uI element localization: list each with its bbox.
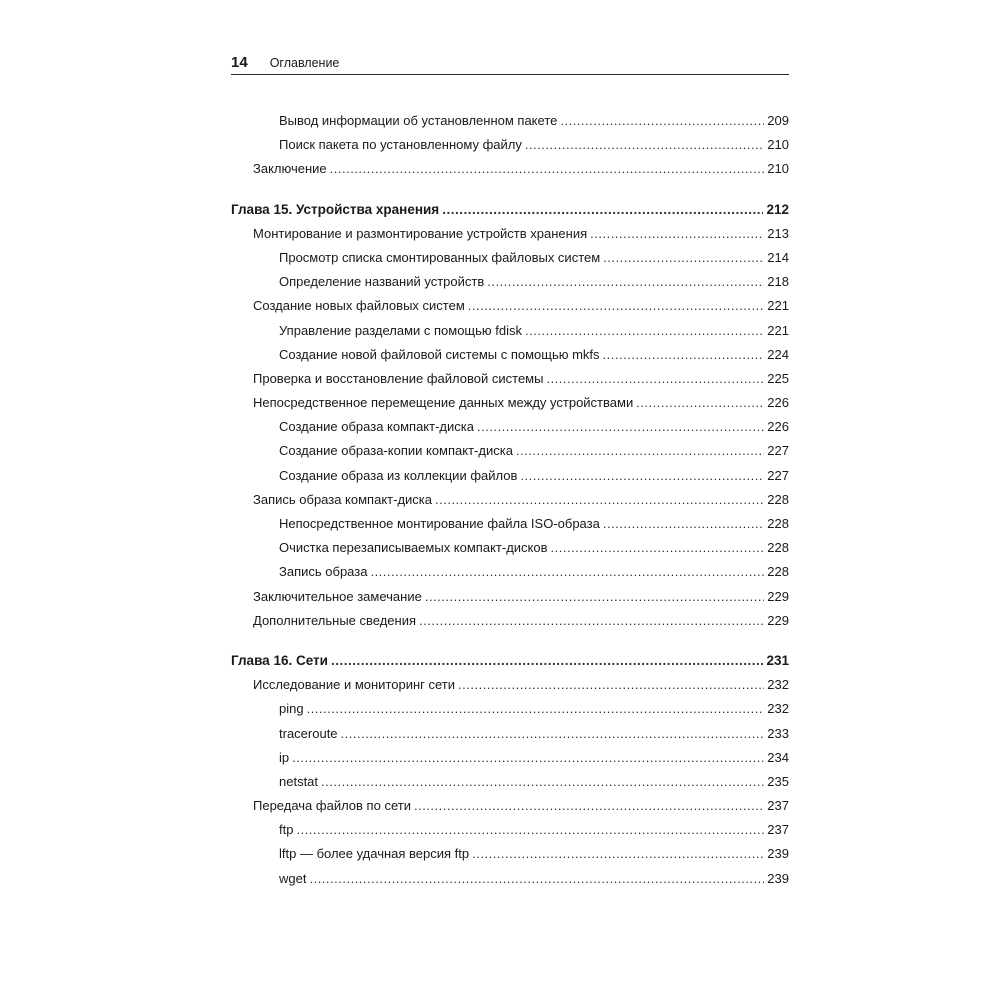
toc-entry-title: Очистка перезаписываемых компакт-дисков bbox=[279, 540, 548, 556]
toc-entry-title: Заключение bbox=[253, 161, 327, 177]
toc-entry-page: 239 bbox=[767, 870, 789, 886]
toc-entry bbox=[231, 109, 789, 133]
toc-entry-title: Создание образа из коллекции файлов bbox=[279, 467, 518, 483]
toc-entry-page: 209 bbox=[767, 113, 789, 128]
toc-entry-title: Вывод информации об установленном пакете bbox=[279, 113, 558, 128]
toc-entry bbox=[231, 770, 789, 794]
table-of-contents bbox=[231, 109, 789, 891]
toc-entry bbox=[231, 367, 789, 391]
toc-entry-page: 210 bbox=[767, 161, 789, 177]
running-title: Оглавление bbox=[269, 56, 340, 70]
dot-leader bbox=[331, 649, 764, 673]
dot-leader bbox=[472, 842, 764, 866]
toc-entry-title: Управление разделами с помощью fdisk bbox=[279, 322, 522, 338]
toc-entry-title: Проверка и восстановление файловой системы bbox=[253, 370, 544, 386]
toc-entry-page: 221 bbox=[767, 322, 789, 338]
toc-entry bbox=[231, 746, 789, 770]
toc-entry bbox=[231, 157, 789, 181]
toc-entry bbox=[231, 133, 789, 157]
dot-leader bbox=[330, 157, 765, 181]
dot-leader bbox=[477, 415, 764, 439]
toc-entry bbox=[231, 560, 789, 584]
toc-entry bbox=[231, 536, 789, 560]
toc-entry-title: Запись образа bbox=[279, 564, 368, 580]
toc-entry-page: 225 bbox=[767, 370, 789, 386]
toc-entry-title: ip bbox=[279, 749, 290, 765]
toc-entry-page: 226 bbox=[767, 395, 789, 411]
dot-leader bbox=[590, 222, 764, 246]
dot-leader bbox=[425, 585, 764, 609]
toc-entry bbox=[231, 818, 789, 842]
toc-entry bbox=[231, 464, 789, 488]
toc-entry bbox=[231, 794, 789, 818]
toc-entry-title: lftp — более удачная версия ftp bbox=[279, 846, 470, 862]
toc-entry-title: Непосредственное монтирование файла ISO-образа bbox=[279, 516, 600, 531]
toc-entry-page: 227 bbox=[767, 443, 789, 459]
toc-entry-title: Заключительное замечание bbox=[253, 588, 422, 604]
toc-entry-title: Непосредственное перемещение данных между устройствами bbox=[253, 395, 634, 411]
toc-entry bbox=[231, 439, 789, 463]
toc-entry-page: 228 bbox=[767, 540, 789, 556]
toc-entry-page: 237 bbox=[767, 798, 789, 814]
toc-entry-page: 232 bbox=[767, 677, 789, 693]
dot-leader bbox=[307, 697, 765, 721]
dot-leader bbox=[520, 464, 764, 488]
toc-entry-title: Определение названий устройств bbox=[279, 274, 485, 290]
dot-leader bbox=[414, 794, 764, 818]
toc-entry-title: Монтирование и размонтирование устройств хранения bbox=[253, 225, 588, 241]
toc-entry-page: 226 bbox=[767, 419, 789, 435]
dot-leader bbox=[468, 294, 765, 318]
toc-entry bbox=[231, 222, 789, 246]
toc-entry bbox=[231, 415, 789, 439]
toc-chapter-entry bbox=[231, 198, 789, 222]
toc-entry-title: traceroute bbox=[279, 725, 338, 741]
toc-entry bbox=[231, 609, 789, 633]
toc-entry-title: ftp bbox=[279, 822, 294, 838]
page-header bbox=[231, 52, 789, 75]
toc-entry-page: 213 bbox=[767, 225, 789, 241]
dot-leader bbox=[321, 770, 764, 794]
toc-entry-page: 239 bbox=[767, 846, 789, 862]
dot-leader bbox=[487, 270, 764, 294]
dot-leader bbox=[636, 391, 764, 415]
toc-entry-page: 224 bbox=[767, 346, 789, 362]
toc-entry-title: Создание образа-копии компакт-диска bbox=[279, 443, 513, 459]
dot-leader bbox=[296, 818, 764, 842]
toc-entry-title: Создание новой файловой системы с помощью mkfs bbox=[279, 346, 600, 362]
toc-entry-page: 210 bbox=[767, 137, 789, 153]
toc-entry bbox=[231, 270, 789, 294]
dot-leader bbox=[458, 673, 764, 697]
toc-entry-page: 228 bbox=[767, 516, 789, 531]
toc-entry bbox=[231, 697, 789, 721]
toc-entry-page: 228 bbox=[767, 491, 789, 507]
dot-leader bbox=[341, 722, 765, 746]
toc-entry bbox=[231, 842, 789, 866]
dot-leader bbox=[603, 343, 765, 367]
toc-entry bbox=[231, 343, 789, 367]
toc-entry-title: Поиск пакета по установленному файлу bbox=[279, 137, 522, 153]
toc-entry-page: 234 bbox=[767, 749, 789, 765]
toc-entry-page: 214 bbox=[767, 249, 789, 265]
toc-entry-page: 218 bbox=[767, 274, 789, 290]
toc-entry-title: Дополнительные сведения bbox=[253, 612, 417, 628]
toc-entry-page: 228 bbox=[767, 564, 789, 580]
dot-leader bbox=[309, 867, 764, 891]
toc-entry-title: Исследование и мониторинг сети bbox=[253, 677, 456, 693]
page-number: 14 bbox=[231, 54, 248, 71]
dot-leader bbox=[603, 512, 764, 536]
toc-entry bbox=[231, 488, 789, 512]
toc-entry-page: 229 bbox=[767, 612, 789, 628]
toc-entry-page: 212 bbox=[766, 201, 789, 217]
dot-leader bbox=[546, 367, 764, 391]
toc-entry bbox=[231, 722, 789, 746]
toc-entry-title: Глава 15. Устройства хранения bbox=[231, 201, 440, 217]
dot-leader bbox=[442, 198, 763, 222]
toc-entry bbox=[231, 319, 789, 343]
toc-entry-page: 232 bbox=[767, 701, 789, 717]
toc-entry-title: Передача файлов по сети bbox=[253, 798, 411, 814]
toc-entry-title: wget bbox=[279, 870, 307, 886]
dot-leader bbox=[525, 133, 764, 157]
toc-entry bbox=[231, 294, 789, 318]
toc-entry-page: 237 bbox=[767, 822, 789, 838]
toc-chapter-entry bbox=[231, 649, 789, 673]
toc-entry-title: Запись образа компакт-диска bbox=[253, 491, 432, 507]
toc-entry-page: 229 bbox=[767, 588, 789, 604]
toc-entry bbox=[231, 585, 789, 609]
toc-entry bbox=[231, 391, 789, 415]
dot-leader bbox=[603, 246, 764, 270]
toc-entry-page: 221 bbox=[767, 298, 789, 314]
dot-leader bbox=[516, 439, 764, 463]
toc-entry bbox=[231, 867, 789, 891]
toc-entry-title: Создание образа компакт-диска bbox=[279, 419, 474, 435]
dot-leader bbox=[551, 536, 765, 560]
toc-entry bbox=[231, 673, 789, 697]
dot-leader bbox=[419, 609, 764, 633]
dot-leader bbox=[370, 560, 764, 584]
toc-entry-page: 231 bbox=[766, 652, 789, 668]
dot-leader bbox=[525, 319, 764, 343]
toc-entry bbox=[231, 512, 789, 536]
toc-entry-title: Просмотр списка смонтированных файловых систем bbox=[279, 249, 601, 265]
dot-leader bbox=[292, 746, 764, 770]
toc-entry-title: Создание новых файловых систем bbox=[253, 298, 465, 314]
toc-entry-title: Глава 16. Сети bbox=[231, 652, 328, 668]
toc-entry-page: 227 bbox=[767, 467, 789, 483]
toc-entry bbox=[231, 246, 789, 270]
toc-entry-page: 235 bbox=[767, 773, 789, 789]
toc-entry-page: 233 bbox=[767, 725, 789, 741]
dot-leader bbox=[435, 488, 764, 512]
dot-leader bbox=[560, 109, 764, 133]
toc-entry-title: ping bbox=[279, 701, 304, 717]
toc-entry-title: netstat bbox=[279, 773, 319, 789]
